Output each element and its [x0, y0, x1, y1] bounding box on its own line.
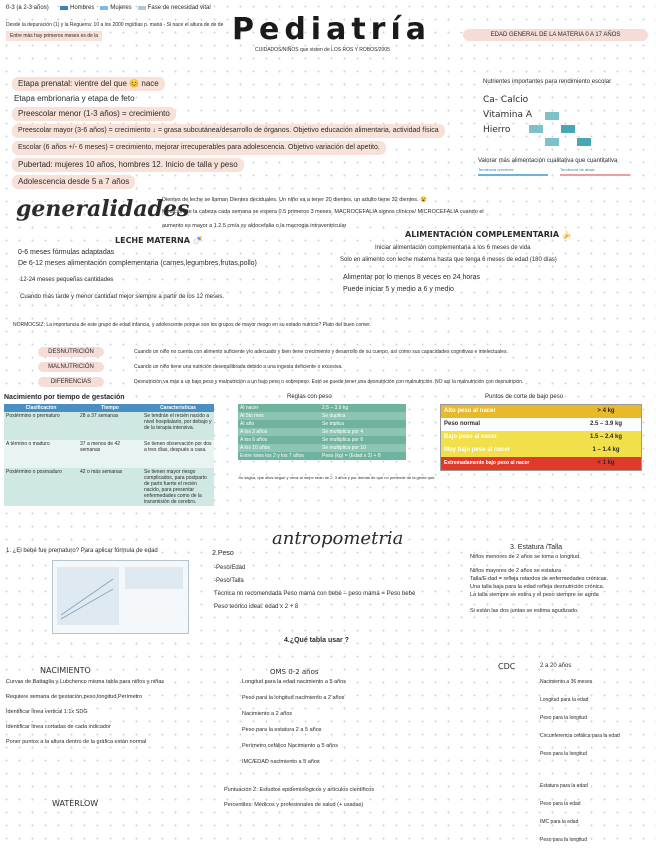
table-cell: 1.5 – 2.4 kg [589, 434, 623, 440]
antropometria-heading: antropometria [272, 528, 404, 549]
table-cell: Muy bajo peso al nacer [444, 447, 511, 453]
nutrient-item: Ca- Calcio [483, 95, 529, 105]
leche-line: 0-6 meses fórmulas adaptadas [18, 249, 115, 256]
oms-list [242, 678, 442, 766]
cdc-line: Peso para la longitud [540, 837, 587, 843]
oms-footer: Percentiles: Médicos y profesionales de salud (+ usadas) [224, 802, 364, 808]
table-cell: Se tendrán el recién nacido a nivel hospitalario, por debajo y de la terapia intensiva. [144, 413, 212, 431]
condition-row [38, 344, 643, 359]
cdc-sub: 2 a 20 años [540, 663, 572, 669]
condition-text: Cuando un niño no cuenta con alimento suficiente y/o adecuado y bien tiene crecimiento y desarrollo de su cuerpo, así como sus capacidades cognitivas e intelectuales. [134, 348, 508, 355]
stage-item: Preescolar menor (1-3 años) = crecimiento [12, 107, 176, 121]
table-row [4, 440, 214, 468]
table-cell: Se tienen mayor riesgo complicados, para postparto de parto fuerte el recién nacido, para presentar enfermedades como de la transmisión de cerebro. [144, 469, 207, 505]
cdc-line: Peso para la longitud [540, 751, 587, 757]
cdc-line: Nacimiento a 36 meses [540, 679, 593, 685]
normosis-text: NORMOCSIZ: La importancia de este grupo de edad infancia, y adolescente porque son los grupos de mayor riesgo en su estado nutricio? Plato del buen comer. [13, 322, 371, 328]
antropometria-col3-line: Una talla baja para la edad refleja desnutrición crónica. [470, 584, 605, 590]
oms-line: Peso para la estatura 2 a 5 años [242, 727, 322, 733]
generalidades-heading: generalidades [16, 196, 190, 222]
antropometria-col2-line: Técnica no recomendada Peso mamá con bebé – peso mamá = Peso bebé [214, 591, 416, 597]
stage-item: Etapa prenatal: vientre del que 😊 nace [12, 77, 165, 91]
cdc-line: Peso para la edad [540, 801, 581, 807]
table-cell: Bajo peso al nacer [444, 434, 498, 440]
leche-line: Cuando más tarde y menor cantidad mejor siempre a partir de los 12 meses. [20, 294, 225, 300]
nutrient-item: Hierro [483, 125, 511, 135]
antropometria-col3-line: Niños mayores de 2 años se estatura [470, 568, 562, 574]
growth-chart-thumbnail-icon [52, 560, 189, 634]
nutrients-bar-1 [478, 174, 548, 176]
table-cell: Alto peso al nacer [444, 408, 496, 414]
conditions-list [38, 344, 643, 389]
table-cell: 2.5 – 3.9 kg [589, 421, 623, 427]
oms-footer: Puntuación Z: Estudios epidemiológicos y artículos científicos [224, 787, 375, 793]
table-row [238, 452, 406, 460]
table-row [441, 457, 641, 470]
table-cell: A los 2 años [240, 429, 268, 435]
cdc-line: Estatura para la edad [540, 783, 588, 789]
table-row [238, 412, 406, 420]
legend-high: Hombres [60, 4, 94, 12]
antropometria-col3-line: Talla/E dad = refleja retardos de enfermedades crónicas. [470, 576, 609, 582]
oms-line: Perímetro cefálico Nacimiento a 5 años [242, 743, 338, 749]
page-subtitle: CUIDADOS/NIÑOS que visten de LOS ROS Y ROBOS/2005 [255, 47, 390, 53]
table-header: Características [160, 405, 196, 411]
legend-swatch-icon [60, 6, 68, 10]
table3-title: Puntos de corte de bajo peso [485, 394, 564, 400]
leche-line: 12-24 meses pequeñas cantidades [20, 277, 114, 283]
condition-text: Cuando un niño tiene una nutrición desequilibrada debido a una ingesta deficiente o excesiva. [134, 363, 343, 370]
oms-heading: OMS 0-2 años [270, 668, 319, 676]
table2-title: Reglas con peso [287, 394, 332, 400]
nacimiento-line: Identificar línea cortadas de cada indicador [6, 724, 111, 730]
table-cell: Se duplica [322, 413, 346, 419]
antropometria-q4: 4.¿Qué tabla usar ? [284, 637, 349, 644]
antropometria-col2-title: 2.Peso [212, 550, 234, 557]
condition-label: MALNUTRICIÓN [38, 362, 104, 372]
complementaria-line: Alimentar por lo menos 8 veces en 24 horas [343, 274, 480, 281]
table-row [441, 444, 641, 457]
table-cell: Al año [240, 421, 255, 427]
nutrients-title: Nutrientes importantes para rendimiento escolar [483, 79, 612, 85]
antropometria-col2-line: -Peso/Talla [214, 578, 244, 584]
legend-mid: Mujeres [100, 4, 131, 12]
table1-title: Nacimiento por tiempo de gestación [4, 394, 125, 401]
table-cell: Postérmino o prematuro [6, 413, 60, 419]
table-row [238, 428, 406, 436]
table-cell: Se multiplica por 6 [322, 437, 364, 443]
stage-item: Pubertad: mujeres 10 años, hombres 12. Inicio de talla y peso [12, 158, 244, 172]
antropometria-q1: 1. ¿El bebé fue prematuro? Para aplicar fórmula de edad [6, 548, 158, 554]
cdc-line: Circunferencia cefálica para la edad [540, 733, 620, 739]
table-cell: Al 5to mes [240, 413, 264, 419]
generalidades-line: aumento es mayor a 1.2.5 cm/a sy aldocefalia o la macrogia intraventricular [162, 223, 347, 229]
table-cell: 42 o más semanas [80, 469, 123, 475]
table-header: Clasificación [25, 405, 57, 411]
table-cell: 2.5 – 3.9 kg [322, 405, 349, 411]
table-cell: < 1 kg [597, 460, 615, 466]
antropometria-col3-line: Niños menores de 2 años se toma o longitud. [470, 554, 581, 560]
table-row [441, 431, 641, 444]
table-cell: Entre lotes los 2 y los 7 años [240, 453, 304, 459]
table-cell: 28 a 37 semanas [80, 413, 119, 419]
stage-item: Preescolar mayor (3-6 años) = crecimiento ↓ = grasa subcutánea/desarrollo de órganos. Objetivo educación alimentaria, actividad física [12, 124, 445, 138]
table-header-row [4, 404, 214, 412]
nutrients-legend-1: Tendencia creciente [478, 167, 514, 172]
nutrients-legend-2: Tendencia de abajo [560, 167, 595, 172]
table-row [441, 405, 641, 418]
condition-row [38, 359, 643, 374]
oms-line: IMC/EDAD nacimiento a 5 años [242, 759, 320, 765]
nutrients-bar-2 [560, 174, 630, 176]
nutrient-diagram-icon [525, 110, 595, 155]
table-row [238, 444, 406, 452]
oms-line: Longitud para la edad nacimiento a 5 años [242, 679, 346, 685]
table-cell: > 4 kg [597, 408, 615, 414]
condition-label: DESNUTRICIÓN [38, 347, 104, 357]
page-title: Pediatría [232, 12, 431, 47]
complementaria-line: Puede iniciar 5 y medio a 6 y medio [343, 286, 454, 293]
header-top-left: 0-3 (a 2-3 años) [6, 5, 49, 11]
table-row [441, 418, 641, 431]
table-row [4, 412, 214, 440]
table-cell: A los 6 años [240, 437, 268, 443]
table-cell: Se tienen observación por dos a tres días, después a casa. [144, 441, 212, 453]
table-cell: A término o maduro [6, 441, 50, 447]
table-cell: Se triplica [322, 421, 344, 427]
nacimiento-heading: NACIMIENTO [40, 666, 91, 675]
legend-swatch-icon [100, 6, 108, 10]
stage-item: Etapa embrionaria y etapa de feto [14, 94, 135, 103]
weight-rules-table [238, 404, 406, 460]
condition-row [38, 374, 643, 389]
table-cell: 37 a menos de 42 semanas [80, 441, 121, 453]
header-row2: Desde la depuración (1) y la Reguerra: 10 a los 2000 mg/días p. maná - Si nace el altura de de de [6, 22, 224, 28]
generalidades-line: Medición de la cabeza cada semana se espera 0.5 primeros 3 meses. MACROCEFALIA signos clínicos/ MICROCEFALIA cuando el [162, 209, 484, 215]
leche-line: De 6-12 meses alimentación complementaria (carnes,legumbres,frutas,pollo) [18, 260, 257, 267]
nacimiento-line: Curvas de Battaglia y Lubchenco misma tabla para niños y niñas [6, 679, 165, 685]
nutrients-note: Valorar más alimentación cualitativa que cuantitativa [478, 158, 618, 164]
complementaria-line: Iniciar alimentación complementaria a los 6 meses de vida [375, 245, 531, 251]
cdc-line: IMC para la edad [540, 819, 579, 825]
nacimiento-line: Requiere semana de gestación,peso,longitud,Perímetro [6, 694, 143, 700]
oms-line: Nacimiento a 2 años [242, 711, 293, 717]
antropometria-col2-line: -Peso/Edad [214, 565, 246, 571]
antropometria-col2 [214, 564, 454, 611]
nacimiento-line: Identificar línea vertical 1:1x SDG [6, 709, 88, 715]
header-row3: Entre más hay primeros meses es de la [6, 31, 102, 41]
table-row [238, 420, 406, 428]
antropometria-col3-line: Si están las dos juntas se estima agudizado. [470, 608, 579, 614]
table-row [238, 404, 406, 412]
gestation-table [4, 404, 214, 506]
table-cell: Extremadamente bajo peso al nacer [444, 460, 530, 466]
table2-note: Jin sagha, que ellos seguir y otros al mejor sean de 2, 3 años y por demás de que no pretende de la gente que. [238, 475, 436, 480]
nacimiento-list [6, 678, 221, 746]
stage-item: Adolescencia desde 5 a 7 años [12, 175, 135, 189]
cdc-list [540, 679, 655, 843]
header-legend [60, 4, 211, 12]
table-cell: Peso (kg) = (Edad x 2) + 8 [322, 453, 381, 459]
generalidades-line: Dientes de leche se llaman Dientes deciduales. Un niño va a tener 20 dientes, un adulto tiene 32 dientes. 😮 [162, 197, 427, 203]
cdc-line: Longitud para la edad [540, 697, 589, 703]
age-pill: EDAD GENERAL DE LA MATERIA 0 A 17 AÑOS [463, 29, 648, 41]
cutoff-table [440, 404, 642, 471]
legend-low: Fase de necesidad vital [138, 4, 211, 12]
table-cell: Postérmino o posmaduro [6, 469, 62, 475]
stages-list [12, 77, 467, 192]
waterlow-heading: WATERLOW [52, 799, 99, 808]
complementaria-line: Solo en alimento con leche materna hasta que tenga 6 meses de edad (180 días) [340, 257, 557, 263]
legend-swatch-icon [138, 6, 146, 10]
table-row [238, 436, 406, 444]
table-cell: A los 10 años [240, 445, 271, 451]
cdc-heading: CDC [498, 662, 516, 671]
oms-line: Peso para la longitud nacimiento a 2 años [242, 695, 345, 701]
antropometria-col3-title: 3. Estatura /Talla [510, 544, 563, 551]
antropometria-col3-line: La talla siempre se estira y el peso siempre se agrda [470, 592, 599, 598]
cdc-line: Peso para la longitud [540, 715, 587, 721]
stage-item: Escolar (6 años +/- 6 meses) = crecimiento, mejorar irrecuperables para adolescencia. Objetivo variación del apetito. [12, 141, 386, 155]
condition-label: DIFERENCIAS [38, 377, 104, 387]
table-cell: Se multiplica por 10 [322, 445, 366, 451]
table-cell: Al nacer [240, 405, 259, 411]
nacimiento-line: Poner puntos a la altura dentro de la gráfica están normal [6, 739, 147, 745]
nutrient-item: Vitamina A [483, 110, 533, 120]
table-header: Tiempo [101, 405, 119, 411]
leche-heading: LECHE MATERNA 🍼 [115, 236, 203, 245]
table-cell: 1 – 1.4 kg [592, 447, 620, 453]
complementaria-heading: ALIMENTACIÓN COMPLEMENTARIA 🍌 [405, 230, 572, 239]
antropometria-col2-line: Peso teórico ideal: edad x 2 + 8 [214, 604, 299, 610]
table-cell: Peso normal [444, 421, 481, 427]
table-cell: Se multiplica por 4 [322, 429, 364, 435]
condition-text: Desnutrición va más a un bajo peso y malnutrición a un bajo peso o sobrepeso. Estó se puede tener una desnutrición con malnutrición. NO así la malnutrición con desnutrición. [134, 378, 524, 385]
antropometria-col3 [470, 553, 654, 615]
table-row [4, 468, 214, 506]
